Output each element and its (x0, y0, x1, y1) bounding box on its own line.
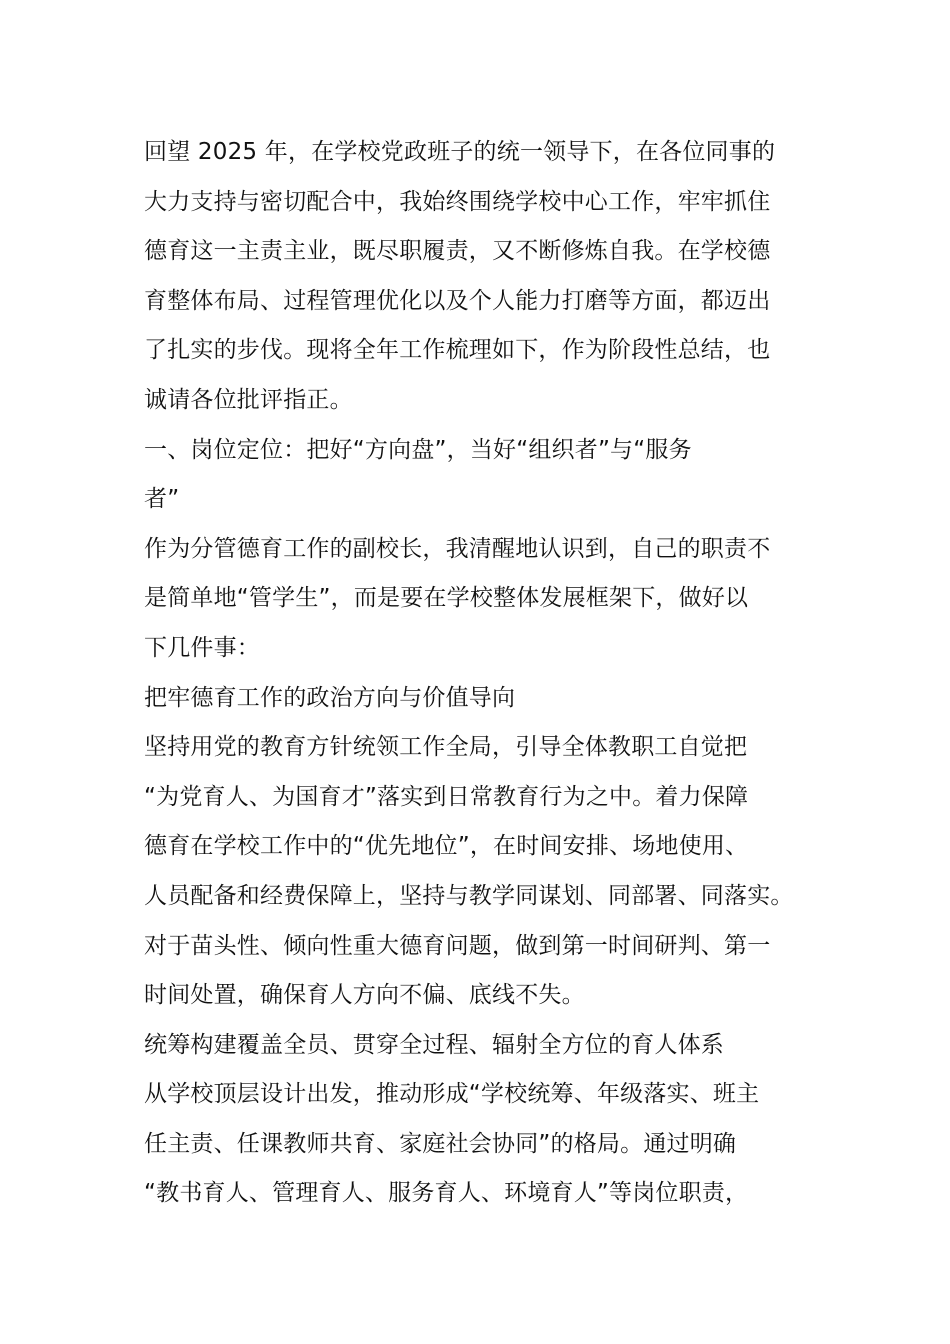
text-line: 任主责、任课教师共育、家庭社会协同”的格局。通过明确 (144, 1130, 737, 1157)
subheading: 把牢德育工作的政治方向与价值导向 (144, 684, 516, 711)
text-line: 了扎实的步伐。现将全年工作梳理如下，作为阶段性总结，也 (144, 337, 771, 364)
text-line: 对于苗头性、倾向性重大德育问题，做到第一时间研判、第一 (144, 932, 771, 959)
text-line: 德育在学校工作中的“优先地位”，在时间安排、场地使用、 (144, 833, 749, 860)
text-line: 诚请各位批评指正。 (144, 386, 353, 413)
text-line: “为党育人、为国育才”落实到日常教育行为之中。着力保障 (144, 783, 749, 810)
text-line: 下几件事： (144, 634, 260, 661)
text-line: 作为分管德育工作的副校长，我清醒地认识到，自己的职责不 (144, 535, 771, 562)
text-line: “教书育人、管理育人、服务育人、环境育人”等岗位职责， (144, 1180, 749, 1207)
text-line: 是简单地“管学生”，而是要在学校整体发展框架下，做好以 (144, 585, 749, 612)
text-line: 大力支持与密切配合中，我始终围绕学校中心工作，牢牢抓住 (144, 188, 771, 215)
text-line: 育整体布局、过程管理优化以及个人能力打磨等方面，都迈出 (144, 287, 771, 314)
text-line: 回望 2025 年，在学校党政班子的统一领导下，在各位同事的 (144, 139, 776, 165)
text-line: 坚持用党的教育方针统领工作全局，引导全体教职工自觉把 (144, 734, 748, 761)
section-heading: 者” (144, 486, 180, 513)
text-line: 人员配备和经费保障上，坚持与教学同谋划、同部署、同落实。 (144, 882, 794, 909)
document-body (144, 131, 824, 1222)
text-line: 时间处置，确保育人方向不偏、底线不失。 (144, 982, 585, 1009)
text-line: 德育这一主责主业，既尽职履责，又不断修炼自我。在学校德 (144, 238, 771, 265)
section-heading: 一、岗位定位：把好“方向盘”，当好“组织者”与“服务 (144, 436, 692, 463)
text-line: 从学校顶层设计出发，推动形成“学校统筹、年级落实、班主 (144, 1081, 760, 1108)
subheading: 统筹构建覆盖全员、贯穿全过程、辐射全方位的育人体系 (144, 1031, 724, 1058)
